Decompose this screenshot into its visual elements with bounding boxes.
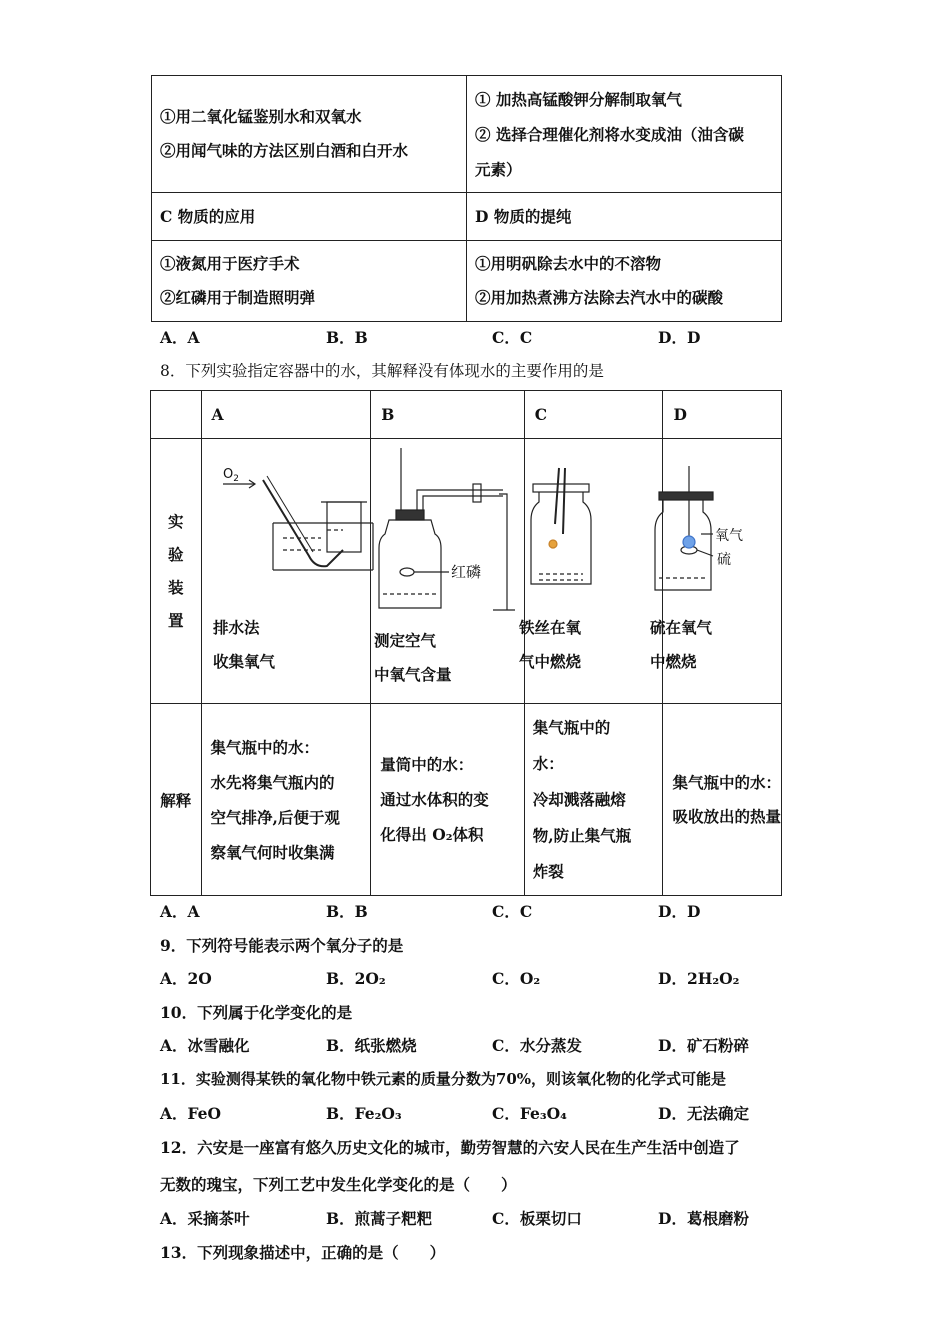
q11-option-a[interactable]: A．FeO (160, 1104, 222, 1123)
q12-option-b[interactable]: B．煎蒿子粑粑 (326, 1209, 433, 1228)
q7-option-c[interactable]: C．C (492, 328, 533, 347)
q9-option-d[interactable]: D．2H₂O₂ (658, 969, 740, 988)
q8-row-label-char: 实 (168, 512, 184, 531)
q8-col-header-c: C (524, 391, 663, 439)
q7-header-purification: D 物质的提纯 (467, 193, 782, 241)
q9-option-b[interactable]: B．2O₂ (326, 969, 386, 988)
caption-line: 测定空气 (374, 631, 437, 650)
q10-stem: 10．下列属于化学变化的是 (160, 1003, 353, 1022)
q11-stem: 11．实验测得某铁的氧化物中铁元素的质量分数为70%，则该氧化物的化学式可能是 (160, 1070, 727, 1088)
q7-cell-line: ①用二氧化锰鉴别水和双氧水 (160, 107, 362, 126)
q8-explain-line: 冷却溅落融熔 (532, 789, 626, 809)
q8-explain-line: 吸收放出的热量 (672, 806, 781, 826)
stopper-b (396, 510, 424, 520)
sparks-c (549, 540, 557, 548)
caption-line: 排水法 (213, 618, 260, 637)
q9-option-a[interactable]: A．2O (160, 969, 212, 988)
q7-option-d[interactable]: D．D (658, 328, 701, 347)
q8-col-header-a: A (201, 391, 371, 439)
q8-option-b[interactable]: B．B (326, 902, 368, 921)
q12-option-d[interactable]: D．葛根磨粉 (658, 1209, 749, 1228)
gas-collecting-bottle-a (327, 502, 361, 552)
q7-cell-line: ①液氮用于医疗手术 (160, 254, 300, 273)
q7-option-a[interactable]: A．A (160, 328, 200, 347)
q7-cell-line: ② 选择合理催化剂将水变成油（油含碳 (475, 124, 744, 144)
q8-explain-line: 量筒中的水： (380, 755, 474, 774)
q8-explain-line: 化得出 O₂体积 (380, 825, 484, 844)
q7-cell-purification (467, 241, 782, 322)
measuring-cylinder-b (499, 494, 507, 610)
q8-explain-b (371, 704, 524, 896)
oxygen-label: 氧气 (715, 528, 743, 544)
gas-bottle-d (655, 500, 711, 590)
caption-line: 中燃烧 (650, 652, 697, 671)
q12-stem-line1: 12．六安是一座富有悠久历史文化的城市，勤劳智慧的六安人民在生产生活中创造了 (160, 1138, 740, 1157)
q8-option-a[interactable]: A．A (160, 902, 200, 921)
red-phosphorus-label: 红磷 (451, 563, 482, 581)
q8-explain-line: 察氧气何时收集满 (210, 842, 335, 862)
q7-cell-line: ②红磷用于制造照明弹 (160, 288, 316, 307)
q10-option-b[interactable]: B．纸张燃烧 (326, 1036, 417, 1055)
q8-col-header-b: B (371, 391, 524, 439)
q8-explain-line: 集气瓶中的水： (210, 737, 320, 757)
q7-cell-line: ②用闻气味的方法区别白酒和白开水 (160, 141, 409, 160)
q8-explain-line: 水先将集气瓶内的 (210, 772, 335, 792)
q8-explain-a (201, 704, 371, 896)
connecting-tube-b (417, 490, 503, 510)
q7-cell-preparation (467, 76, 782, 193)
q8-explain-line: 集气瓶中的水： (672, 773, 781, 792)
q9-stem: 9．下列符号能表示两个氧分子的是 (160, 936, 404, 955)
q11-option-d[interactable]: D．无法确定 (658, 1104, 749, 1123)
q10-option-c[interactable]: C．水分蒸发 (492, 1036, 582, 1055)
q8-row-label-char: 置 (168, 611, 184, 630)
gas-bottle-c (531, 492, 591, 584)
q9-option-c[interactable]: C．O₂ (492, 969, 541, 988)
blue-flame-d (683, 536, 695, 548)
q12-option-a[interactable]: A．采摘茶叶 (160, 1209, 250, 1228)
bottle-lid-d (659, 492, 713, 500)
q7-cell-application (152, 241, 467, 322)
q7-cell-line: ①用明矾除去水中的不溶物 (475, 254, 662, 273)
q8-explain-line: 集气瓶中的 (532, 717, 611, 737)
q8-caption-d (650, 611, 712, 679)
q8-explain-line: 空气排净,后便于观 (210, 807, 340, 827)
q8-stem: 8．下列实验指定容器中的水，其解释没有体现水的主要作用的是 (160, 362, 604, 380)
gas-bottle-b (379, 520, 441, 608)
q7-table (151, 75, 782, 322)
q8-caption-c (519, 611, 581, 679)
caption-line: 铁丝在氧 (519, 618, 582, 637)
q8-explain-line: 炸裂 (532, 861, 564, 881)
q7-cell-line: ②用加热煮沸方法除去汽水中的碳酸 (475, 288, 724, 307)
q7-cell-identification (152, 76, 467, 193)
sulfur-label: 硫 (717, 552, 731, 568)
caption-line: 硫在氧气 (650, 618, 713, 637)
q8-col-header-d: D (663, 391, 782, 439)
caption-line: 中氧气含量 (374, 665, 452, 684)
q7-cell-line: ① 加热高锰酸钾分解制取氧气 (475, 89, 682, 109)
q7-option-b[interactable]: B．B (326, 328, 368, 347)
q8-option-c[interactable]: C．C (492, 902, 533, 921)
q8-caption-b (374, 624, 452, 692)
q10-option-a[interactable]: A．冰雪融化 (160, 1036, 250, 1055)
q8-explain-line: 通过水体积的变 (380, 790, 489, 809)
q8-explain-c (524, 704, 663, 896)
q8-row-label-device (151, 439, 202, 704)
q11-option-c[interactable]: C．Fe₃O₄ (492, 1104, 567, 1123)
clip-b (473, 484, 481, 502)
q11-option-b[interactable]: B．Fe₂O₃ (326, 1104, 402, 1123)
q7-cell-line: 元素） (475, 159, 522, 179)
q8-explain-d (663, 704, 782, 896)
combustion-spoon-b (400, 568, 414, 576)
q8-option-d[interactable]: D．D (658, 902, 701, 921)
q12-stem-line2: 无数的瑰宝，下列工艺中发生化学变化的是（ ） (160, 1175, 517, 1194)
caption-line: 收集氧气 (213, 652, 276, 671)
caption-line: 气中燃烧 (519, 652, 582, 671)
bottle-lid-c (533, 484, 589, 492)
q8-explain-line: 物,防止集气瓶 (532, 825, 632, 845)
q12-option-c[interactable]: C．板栗切口 (492, 1209, 582, 1228)
q8-row-label-char: 装 (168, 578, 184, 597)
q8-row-label-char: 验 (168, 545, 184, 564)
q13-stem: 13．下列现象描述中，正确的是（ ） (160, 1243, 446, 1262)
iron-wire-c (555, 468, 565, 534)
q8-corner-cell (151, 391, 202, 439)
q8-row-label-explain: 解释 (151, 704, 202, 896)
q8-caption-a (213, 611, 275, 679)
q10-option-d[interactable]: D．矿石粉碎 (658, 1036, 749, 1055)
o2-label: $O_2$ (223, 467, 239, 484)
q8-explain-line: 水： (532, 753, 564, 773)
q7-header-application: C 物质的应用 (152, 193, 467, 241)
